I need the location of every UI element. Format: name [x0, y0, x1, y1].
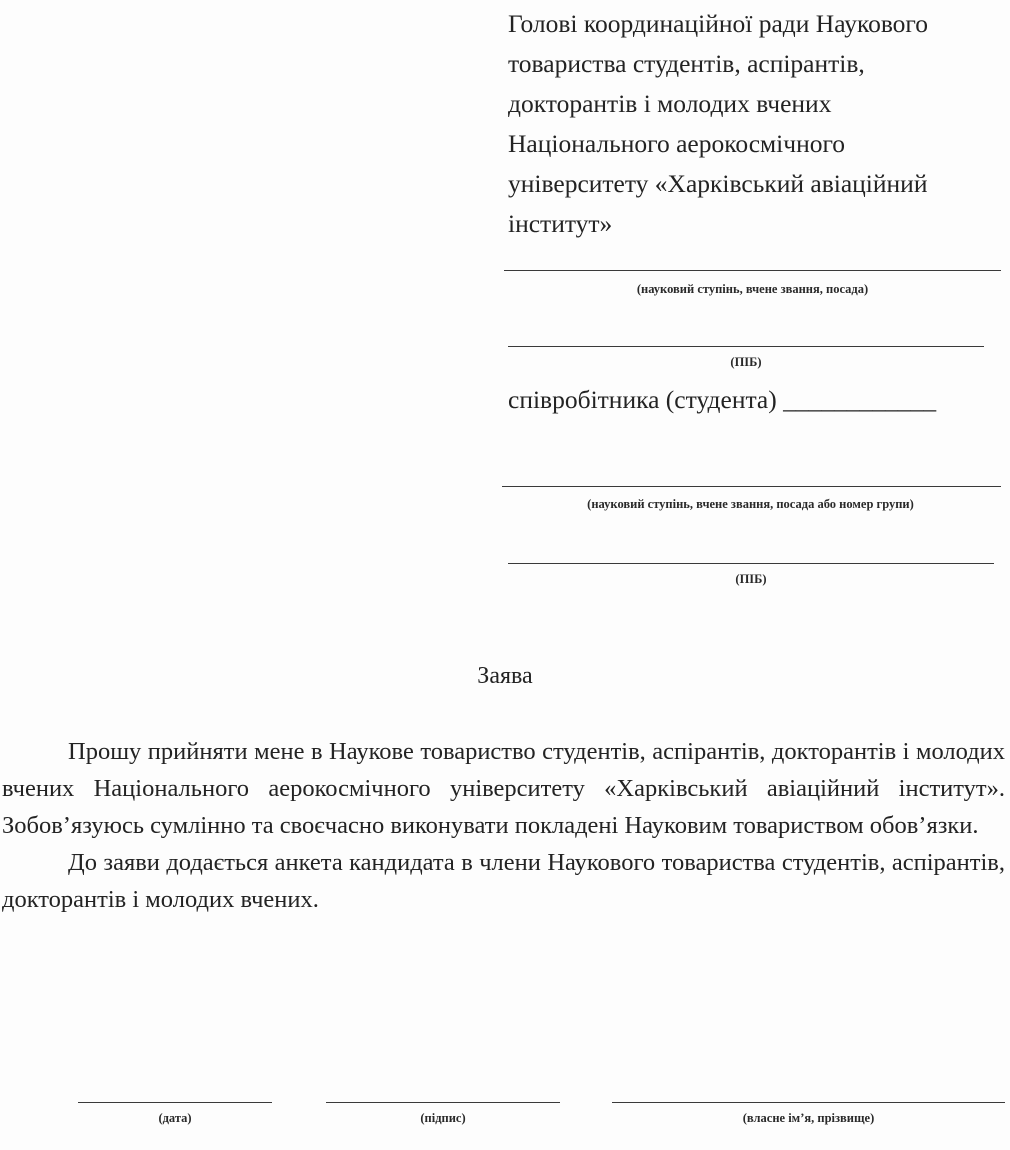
- signature-caption: (підпис): [420, 1111, 466, 1125]
- addressee-block: [508, 4, 1000, 244]
- body-paragraph: Прошу прийняти мене в Наукове товариство студентів, аспірантів, докторантів і молодих вчених Національного аерокосмічного університету «Харківський авіаційний інститут». Зобов’язуюсь сумлінно та своєчасно виконувати покладені Науковим товариством обов’язки.: [2, 738, 1005, 839]
- fullname-blank[interactable]: [612, 1102, 1005, 1103]
- head-position-caption: (науковий ступінь, вчене звання, посада): [636, 282, 869, 296]
- signature-blank[interactable]: [326, 1102, 560, 1103]
- addressee-line: докторантів і молодих вчених: [508, 89, 832, 118]
- body-paragraph: До заяви додається анкета кандидата в члени Наукового товариства студентів, аспірантів, докторантів і молодих вчених.: [2, 849, 1005, 913]
- addressee-line: Національного аерокосмічного: [508, 129, 846, 158]
- employee-prefix: співробітника (студента): [508, 385, 777, 414]
- document-body: [2, 733, 1005, 918]
- date-blank[interactable]: [78, 1102, 272, 1103]
- addressee-line: університету «Харківський авіаційний: [508, 169, 928, 198]
- document-title: Заява: [477, 663, 533, 689]
- head-name-caption: (ПІБ): [730, 355, 762, 369]
- employee-blank[interactable]: ____________: [783, 385, 937, 414]
- employee-name-caption: (ПІБ): [735, 572, 767, 586]
- addressee-line: Голові координаційної ради Наукового: [508, 9, 929, 38]
- addressee-line: товариства студентів, аспірантів,: [508, 49, 865, 78]
- head-position-blank[interactable]: [504, 270, 1001, 271]
- head-name-blank[interactable]: [508, 346, 984, 347]
- employee-line: [508, 380, 936, 420]
- fullname-caption: (власне ім’я, прізвище): [742, 1111, 875, 1125]
- employee-position-caption: (науковий ступінь, вчене звання, посада або номер групи): [587, 497, 914, 511]
- employee-position-blank[interactable]: [502, 486, 1001, 487]
- employee-name-blank[interactable]: [508, 563, 994, 564]
- addressee-line: інститут»: [508, 209, 613, 238]
- date-caption: (дата): [158, 1111, 192, 1125]
